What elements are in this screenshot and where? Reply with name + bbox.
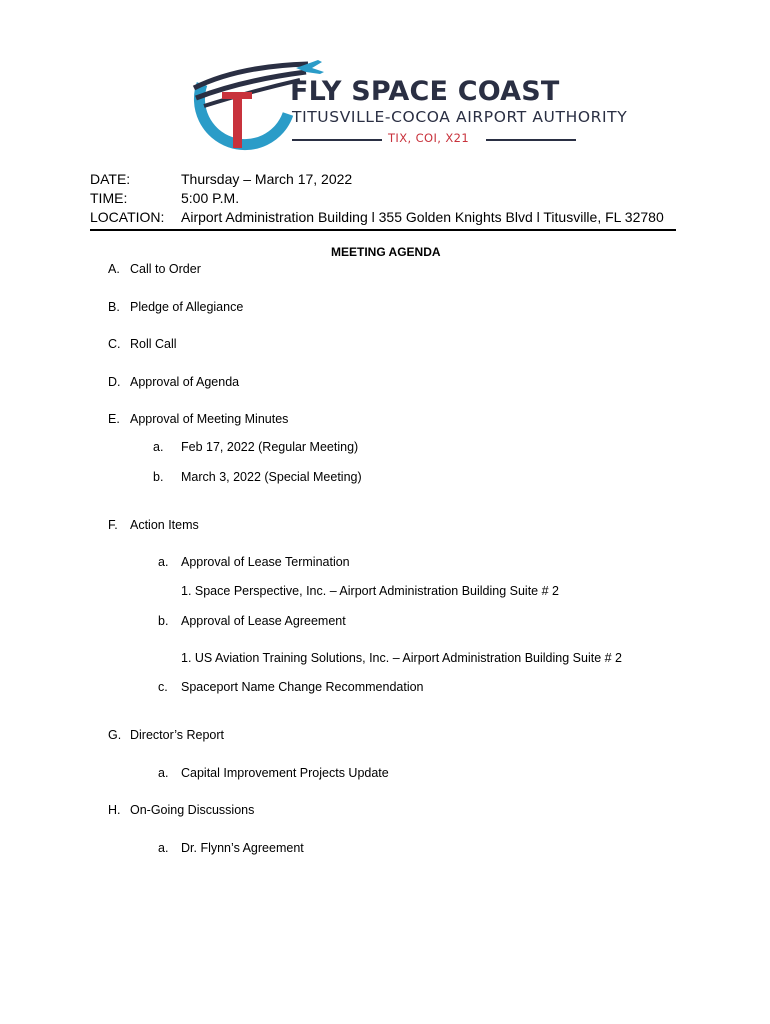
- item-d-letter: D.: [108, 375, 121, 389]
- item-f-b-text: Approval of Lease Agreement: [181, 614, 346, 628]
- date-value: Thursday – March 17, 2022: [181, 171, 353, 187]
- logo-title: FLY SPACE COAST: [290, 76, 560, 107]
- item-a-letter: A.: [108, 262, 120, 276]
- item-g-text: Director’s Report: [130, 728, 225, 742]
- logo-emblem: [188, 54, 298, 154]
- item-h-text: On-Going Discussions: [130, 803, 255, 817]
- item-e-b-text: March 3, 2022 (Special Meeting): [181, 470, 362, 484]
- item-e-text: Approval of Meeting Minutes: [130, 412, 289, 426]
- item-e-a-letter: a.: [153, 440, 164, 454]
- item-f-text: Action Items: [130, 518, 199, 532]
- item-c-letter: C.: [108, 337, 121, 351]
- item-f-letter: F.: [108, 518, 118, 532]
- item-f-c-text: Spaceport Name Change Recommendation: [181, 680, 424, 694]
- item-h-a-letter: a.: [158, 841, 169, 855]
- location-label: LOCATION:: [90, 209, 165, 225]
- logo-subtitle: TITUSVILLE-COCOA AIRPORT AUTHORITY: [292, 108, 628, 126]
- item-e-b-letter: b.: [153, 470, 164, 484]
- item-h-a-text: Dr. Flynn’s Agreement: [181, 841, 304, 855]
- item-g-a-letter: a.: [158, 766, 169, 780]
- agenda-title: MEETING AGENDA: [331, 245, 441, 259]
- item-f-a-detail: 1. Space Perspective, Inc. – Airport Administration Building Suite # 2: [181, 584, 559, 598]
- item-e-a-text: Feb 17, 2022 (Regular Meeting): [181, 440, 359, 454]
- item-f-b-detail: 1. US Aviation Training Solutions, Inc. – Airport Administration Building Suite # 2: [181, 651, 622, 665]
- item-f-a-letter: a.: [158, 555, 169, 569]
- item-g-a-text: Capital Improvement Projects Update: [181, 766, 389, 780]
- logo-divider-right: [486, 139, 576, 141]
- location-value: Airport Administration Building l 355 Golden Knights Blvd l Titusville, FL 32780: [181, 209, 664, 225]
- time-label: TIME:: [90, 190, 128, 206]
- item-f-b-letter: b.: [158, 614, 169, 628]
- item-a-text: Call to Order: [130, 262, 201, 276]
- item-e-letter: E.: [108, 412, 120, 426]
- item-b-letter: B.: [108, 300, 120, 314]
- time-value: 5:00 P.M.: [181, 190, 240, 206]
- item-b-text: Pledge of Allegiance: [130, 300, 244, 314]
- item-d-text: Approval of Agenda: [130, 375, 240, 389]
- header-divider: [90, 229, 676, 231]
- logo-divider-left: [292, 139, 382, 141]
- item-f-a-text: Approval of Lease Termination: [181, 555, 350, 569]
- item-c-text: Roll Call: [130, 337, 177, 351]
- item-h-letter: H.: [108, 803, 121, 817]
- item-g-letter: G.: [108, 728, 122, 742]
- item-f-c-letter: c.: [158, 680, 168, 694]
- logo-codes: TIX, COI, X21: [388, 131, 470, 145]
- date-label: DATE:: [90, 171, 131, 187]
